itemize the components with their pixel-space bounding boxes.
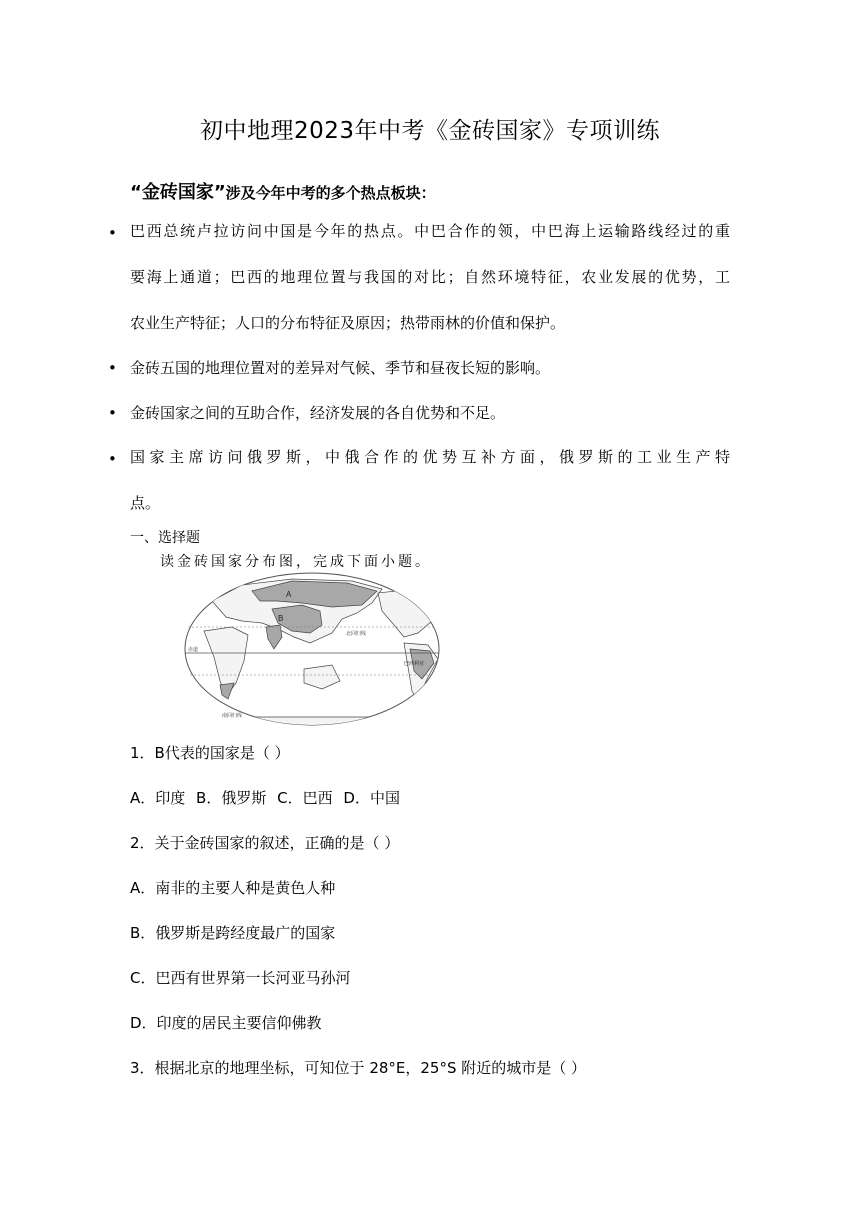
- option-a[interactable]: A．印度: [130, 789, 186, 807]
- question-2-stem: 2．关于金砖国家的叙述，正确的是（ ）: [130, 834, 400, 852]
- intro-rest: 涉及今年中考的多个热点板块：: [225, 184, 436, 202]
- question-2-option-d[interactable]: D．印度的居民主要信仰佛教: [130, 1014, 322, 1032]
- bullet-line: 点。: [130, 494, 161, 512]
- question-1-options: [130, 787, 406, 808]
- bullet-item-1: [130, 208, 730, 346]
- intro-quote: “金砖国家”: [130, 182, 226, 203]
- bullet-item-4: [130, 434, 730, 526]
- question-2-option-b[interactable]: B．俄罗斯是跨经度最广的国家: [130, 924, 336, 942]
- option-d[interactable]: D．中国: [343, 789, 400, 807]
- bullet-dot: •: [108, 224, 117, 242]
- label-equator: 赤道: [188, 647, 199, 653]
- bullet-line: 农业生产特征；人口的分布特征及原因；热带雨林的价值和保护。: [130, 314, 566, 332]
- question-2-option-a[interactable]: A．南非的主要人种是黄色人种: [130, 879, 336, 897]
- question-3-stem: 3．根据北京的地理坐标，可知位于 28°E，25°S 附近的城市是（ ）: [130, 1059, 587, 1077]
- bullet-item-2: 金砖五国的地理位置对的差异对气候、季节和昼夜长短的影响。: [130, 359, 551, 377]
- option-b[interactable]: B．俄罗斯: [196, 789, 267, 807]
- page-title: 初中地理2023年中考《金砖国家》专项训练: [199, 118, 661, 144]
- label-tropic-s: 南回归线: [222, 713, 243, 719]
- label-brazil: 巴西利亚: [404, 661, 425, 667]
- label-b: B: [278, 614, 284, 623]
- bullet-item-3: 金砖国家之间的互助合作，经济发展的各自优势和不足。: [130, 404, 506, 422]
- bullet-line: 国家主席访问俄罗斯，中俄合作的优势互补方面，俄罗斯的工业生产特: [130, 448, 730, 466]
- option-c[interactable]: C．巴西: [277, 789, 333, 807]
- question-1-stem: 1．B代表的国家是（ ）: [130, 744, 290, 762]
- bullet-dot: •: [108, 404, 117, 422]
- question-2-option-c[interactable]: C．巴西有世界第一长河亚马孙河: [130, 969, 351, 987]
- bullet-line: 要海上通道；巴西的地理位置与我国的对比；自然环境特征，农业发展的优势，工: [130, 268, 730, 286]
- bullet-dot: •: [108, 359, 117, 377]
- brics-world-map: [182, 571, 442, 727]
- bullet-dot: •: [108, 450, 117, 468]
- section-heading: 一、选择题: [130, 530, 200, 546]
- bullet-line: 巴西总统卢拉访问中国是今年的热点。中巴合作的领，中巴海上运输路线经过的重: [130, 222, 730, 240]
- map-instruction: 读金砖国家分布图，完成下面小题。: [160, 554, 432, 570]
- label-tropic-n: 北回归线: [346, 631, 367, 637]
- intro-heading: [130, 178, 436, 204]
- label-a: A: [286, 590, 292, 599]
